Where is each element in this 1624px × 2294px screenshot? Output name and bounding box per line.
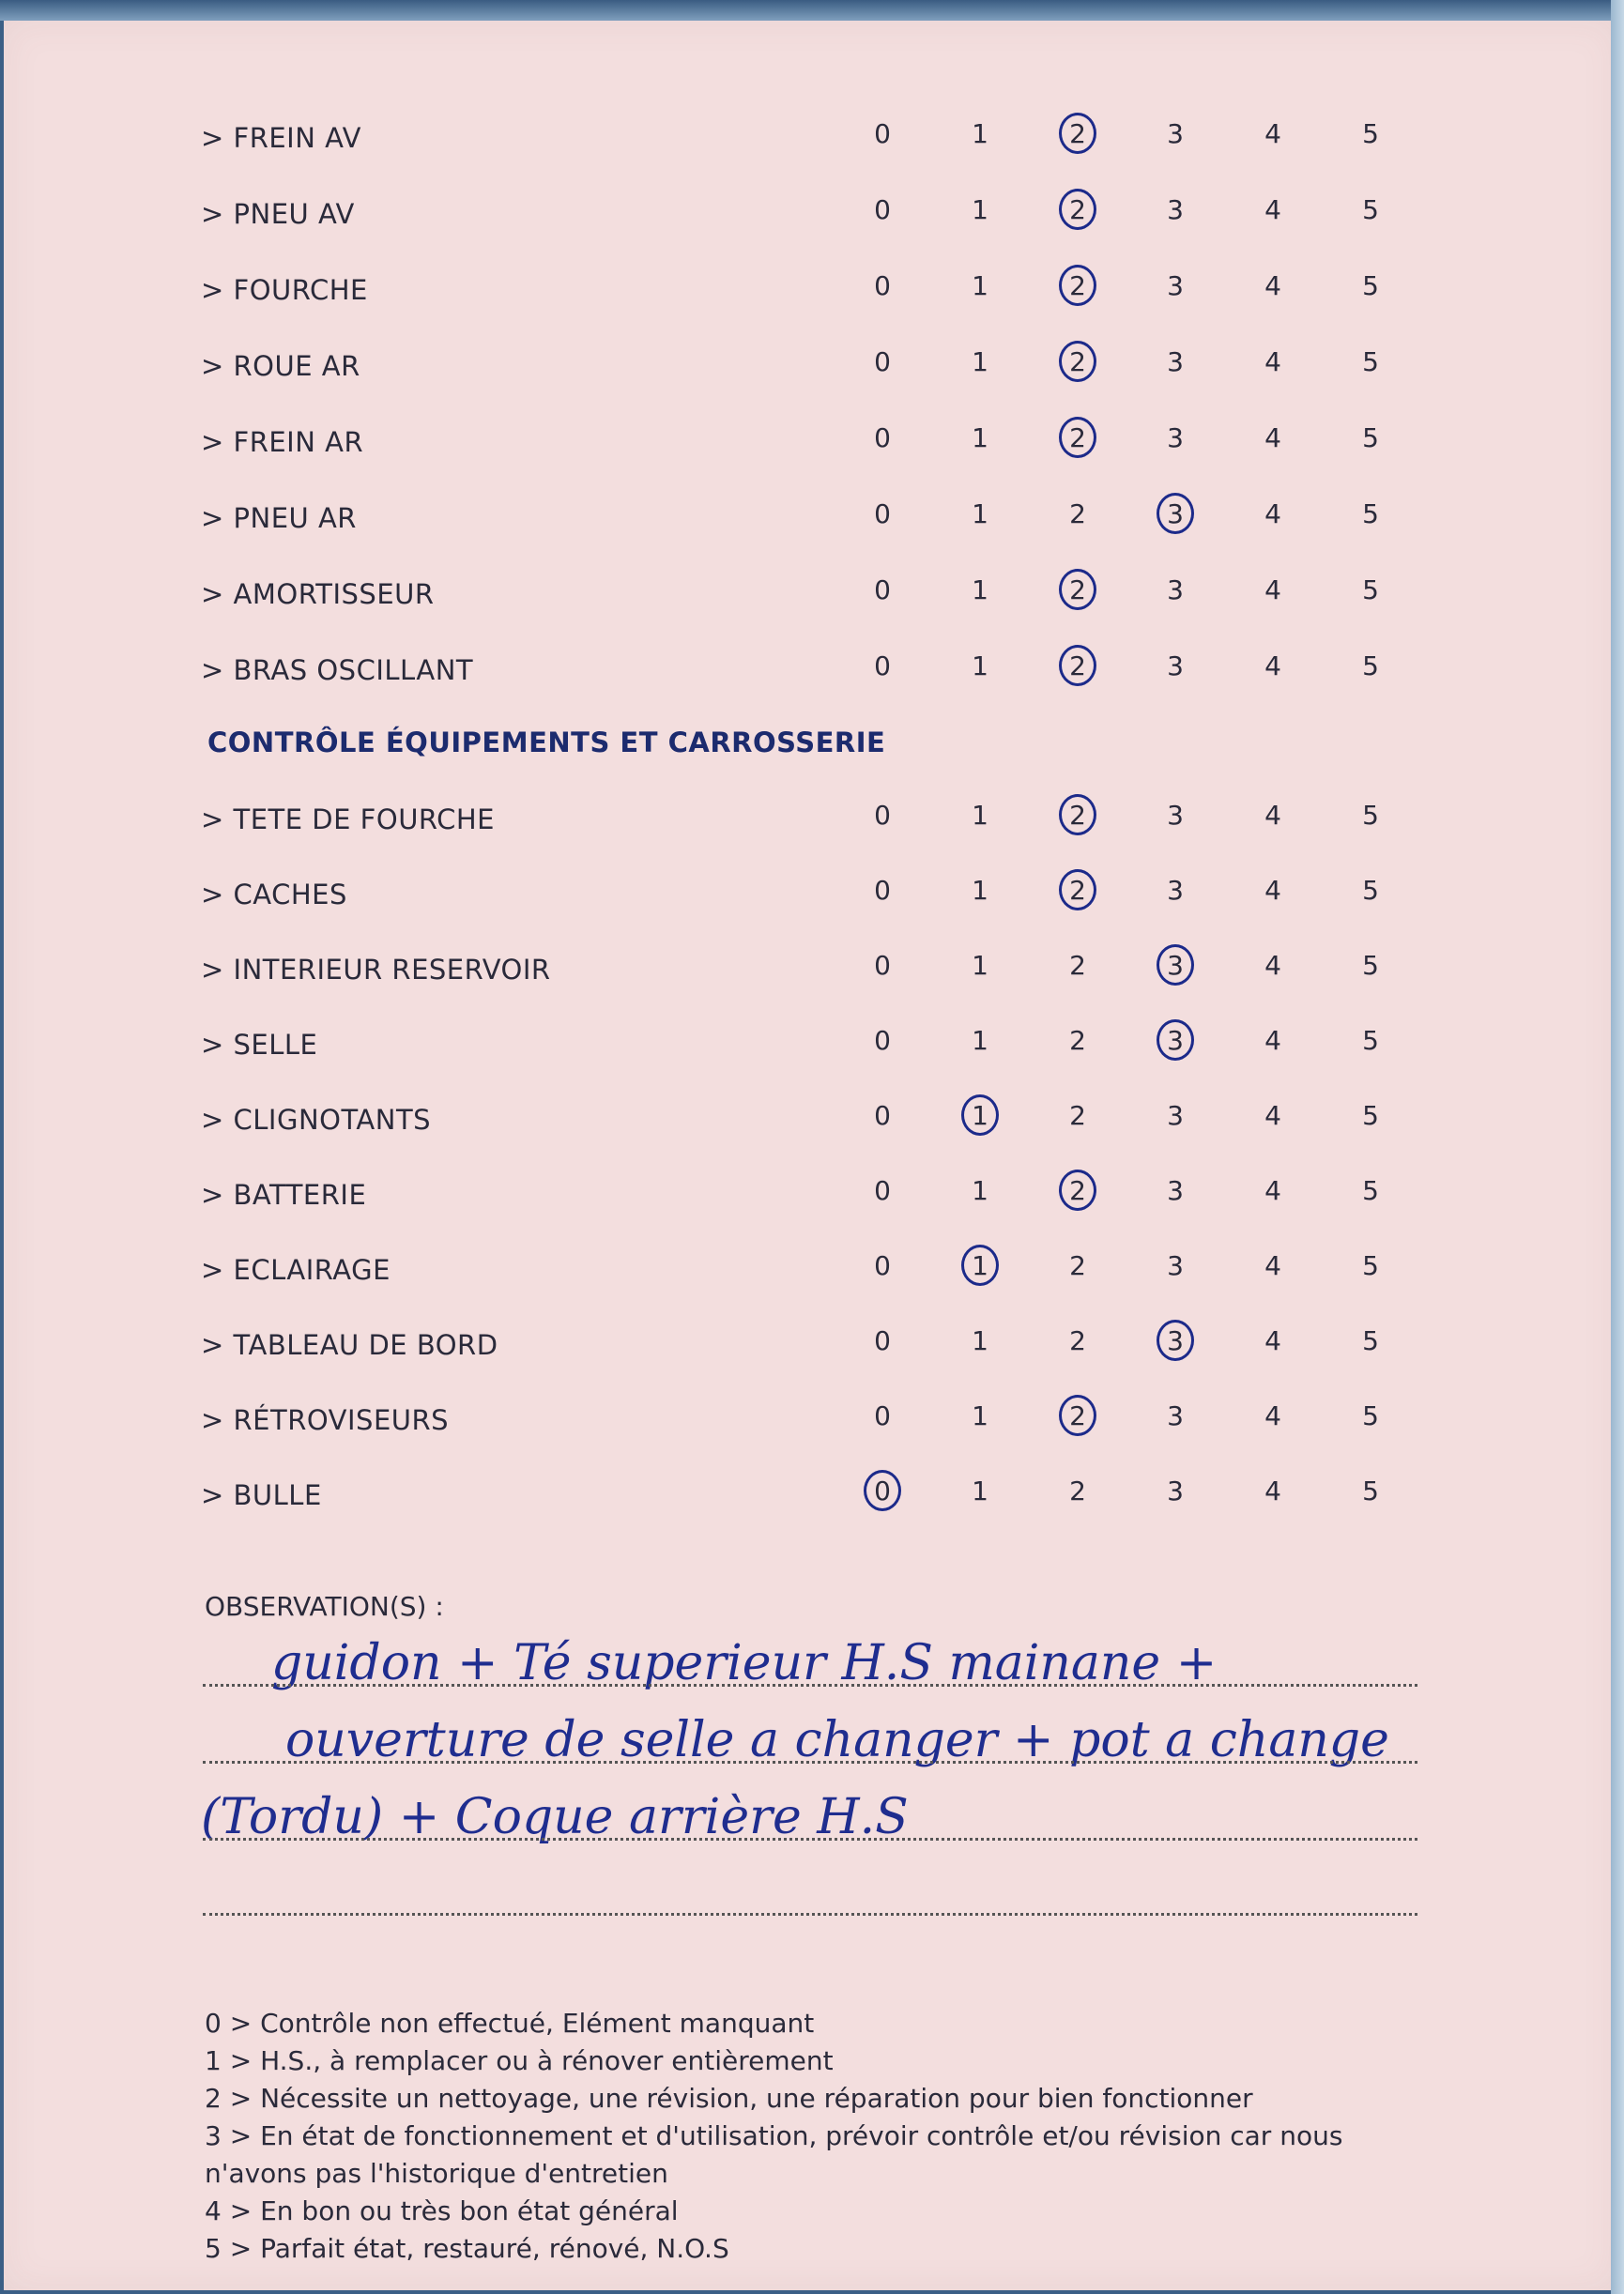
rating-value: 3 — [1167, 1400, 1184, 1431]
selected-rating-circle — [961, 1094, 999, 1136]
rating-value: 5 — [1362, 1400, 1379, 1431]
rating-value: 1 — [972, 800, 988, 831]
item-label: > RÉTROVISEURS — [201, 1404, 450, 1436]
selected-rating-circle — [864, 1470, 901, 1511]
item-label: > TABLEAU DE BORD — [201, 1329, 498, 1361]
item-label: > PNEU AR — [201, 502, 357, 534]
selected-rating-circle — [1059, 569, 1096, 610]
rating-value: 4 — [1264, 422, 1281, 453]
rating-value: 5 — [1362, 422, 1379, 453]
selected-rating-circle — [1059, 265, 1096, 306]
rating-value: 1 — [972, 1100, 988, 1131]
scan-top-edge — [0, 0, 1624, 21]
item-label: > CACHES — [201, 879, 347, 910]
rating-value: 3 — [1167, 875, 1184, 906]
rating-value: 0 — [874, 650, 891, 681]
selected-rating-circle — [1157, 1019, 1194, 1061]
legend-item: 0 > Contrôle non effectué, Elément manquant — [205, 2008, 815, 2039]
item-label: > SELLE — [201, 1029, 318, 1061]
rating-value: 2 — [1069, 1025, 1086, 1056]
rating-value: 5 — [1362, 1476, 1379, 1506]
rating-value: 5 — [1362, 194, 1379, 225]
rating-value: 1 — [972, 574, 988, 605]
selected-rating-circle — [1059, 794, 1096, 835]
rating-value: 4 — [1264, 574, 1281, 605]
rating-value: 4 — [1264, 118, 1281, 149]
rating-value: 4 — [1264, 950, 1281, 981]
rating-value: 4 — [1264, 1100, 1281, 1131]
rating-value: 5 — [1362, 346, 1379, 377]
rating-value: 3 — [1167, 800, 1184, 831]
rating-value: 4 — [1264, 650, 1281, 681]
rating-value: 5 — [1362, 800, 1379, 831]
selected-rating-circle — [1059, 341, 1096, 382]
rating-value: 4 — [1264, 1476, 1281, 1506]
rating-value: 3 — [1167, 1100, 1184, 1131]
legend-item: 1 > H.S., à remplacer ou à rénover entièrement — [205, 2045, 834, 2076]
rating-value: 5 — [1362, 1025, 1379, 1056]
rating-value: 1 — [972, 1400, 988, 1431]
rating-value: 2 — [1069, 1100, 1086, 1131]
legend-item: 2 > Nécessite un nettoyage, une révision, une réparation pour bien fonctionner — [205, 2083, 1253, 2114]
rating-value: 5 — [1362, 875, 1379, 906]
rating-value: 2 — [1069, 875, 1086, 906]
rating-value: 4 — [1264, 1250, 1281, 1281]
rating-value: 4 — [1264, 1400, 1281, 1431]
rating-value: 2 — [1069, 1325, 1086, 1356]
rating-value: 0 — [874, 194, 891, 225]
legend-item: 5 > Parfait état, restauré, rénové, N.O.S — [205, 2233, 729, 2264]
rating-value: 3 — [1167, 574, 1184, 605]
rating-value: 3 — [1167, 422, 1184, 453]
rating-value: 1 — [972, 194, 988, 225]
item-label: > BRAS OSCILLANT — [201, 654, 474, 686]
item-label: > PNEU AV — [201, 198, 355, 230]
rating-value: 2 — [1069, 194, 1086, 225]
selected-rating-circle — [1059, 645, 1096, 686]
rating-value: 5 — [1362, 270, 1379, 301]
rating-value: 1 — [972, 1325, 988, 1356]
rating-value: 2 — [1069, 270, 1086, 301]
rating-value: 1 — [972, 422, 988, 453]
rating-value: 0 — [874, 1325, 891, 1356]
legend-item: 3 > En état de fonctionnement et d'utilisation, prévoir contrôle et/ou révision car nous — [205, 2120, 1343, 2151]
item-label: > INTERIEUR RESERVOIR — [201, 954, 551, 986]
rating-value: 3 — [1167, 1325, 1184, 1356]
rating-value: 0 — [874, 574, 891, 605]
selected-rating-circle — [1059, 189, 1096, 230]
rating-value: 2 — [1069, 800, 1086, 831]
rating-value: 1 — [972, 875, 988, 906]
selected-rating-circle — [1059, 113, 1096, 154]
form-sheet — [4, 21, 1616, 2290]
rating-value: 1 — [972, 346, 988, 377]
item-label: > FREIN AV — [201, 122, 361, 154]
rating-value: 5 — [1362, 650, 1379, 681]
rating-value: 0 — [874, 1100, 891, 1131]
rating-value: 2 — [1069, 574, 1086, 605]
rating-value: 2 — [1069, 498, 1086, 529]
rating-value: 5 — [1362, 1250, 1379, 1281]
rating-value: 2 — [1069, 650, 1086, 681]
rating-value: 5 — [1362, 1175, 1379, 1206]
item-label: > ECLAIRAGE — [201, 1254, 391, 1286]
rating-value: 4 — [1264, 270, 1281, 301]
observations-title: OBSERVATION(S) : — [205, 1591, 444, 1622]
rating-value: 3 — [1167, 1175, 1184, 1206]
rating-value: 0 — [874, 1476, 891, 1506]
rating-value: 1 — [972, 650, 988, 681]
selected-rating-circle — [1059, 1395, 1096, 1436]
rating-value: 1 — [972, 270, 988, 301]
item-label: > TETE DE FOURCHE — [201, 803, 495, 835]
rating-value: 5 — [1362, 498, 1379, 529]
item-label: > FREIN AR — [201, 426, 364, 458]
legend-item: 4 > En bon ou très bon état général — [205, 2195, 679, 2226]
rating-value: 3 — [1167, 1025, 1184, 1056]
rating-value: 3 — [1167, 118, 1184, 149]
selected-rating-circle — [1157, 944, 1194, 986]
rating-value: 3 — [1167, 650, 1184, 681]
rating-value: 0 — [874, 346, 891, 377]
dotted-line — [203, 1913, 1417, 1916]
rating-value: 1 — [972, 1476, 988, 1506]
observation-line-2: ouverture de selle a changer + pot a change — [285, 1712, 1389, 1768]
rating-value: 0 — [874, 118, 891, 149]
rating-value: 1 — [972, 498, 988, 529]
rating-value: 3 — [1167, 1250, 1184, 1281]
rating-value: 1 — [972, 1175, 988, 1206]
rating-value: 4 — [1264, 346, 1281, 377]
selected-rating-circle — [1157, 493, 1194, 534]
rating-value: 2 — [1069, 1400, 1086, 1431]
rating-value: 4 — [1264, 1175, 1281, 1206]
rating-value: 0 — [874, 270, 891, 301]
dotted-line — [203, 1684, 1417, 1687]
rating-value: 1 — [972, 118, 988, 149]
section-title: CONTRÔLE ÉQUIPEMENTS ET CARROSSERIE — [207, 726, 886, 758]
observation-line-1: guidon + Té superieur H.S mainane + — [271, 1635, 1218, 1691]
item-label: > BATTERIE — [201, 1179, 367, 1211]
rating-value: 4 — [1264, 1025, 1281, 1056]
selected-rating-circle — [1059, 869, 1096, 910]
selected-rating-circle — [1157, 1320, 1194, 1361]
rating-value: 1 — [972, 1250, 988, 1281]
rating-value: 0 — [874, 950, 891, 981]
rating-value: 2 — [1069, 118, 1086, 149]
rating-value: 5 — [1362, 950, 1379, 981]
item-label: > ROUE AR — [201, 350, 360, 382]
rating-value: 3 — [1167, 950, 1184, 981]
dotted-line — [203, 1838, 1417, 1841]
rating-value: 0 — [874, 875, 891, 906]
rating-value: 0 — [874, 800, 891, 831]
rating-value: 4 — [1264, 194, 1281, 225]
rating-value: 2 — [1069, 1250, 1086, 1281]
rating-value: 5 — [1362, 1325, 1379, 1356]
rating-value: 0 — [874, 422, 891, 453]
rating-value: 2 — [1069, 422, 1086, 453]
observation-line-3: (Tordu) + Coque arrière H.S — [201, 1789, 909, 1845]
item-label: > AMORTISSEUR — [201, 578, 435, 610]
rating-value: 1 — [972, 950, 988, 981]
selected-rating-circle — [1059, 417, 1096, 458]
rating-value: 3 — [1167, 270, 1184, 301]
dotted-line — [203, 1761, 1417, 1764]
rating-value: 2 — [1069, 1175, 1086, 1206]
rating-value: 2 — [1069, 346, 1086, 377]
rating-value: 5 — [1362, 118, 1379, 149]
rating-value: 3 — [1167, 346, 1184, 377]
rating-value: 4 — [1264, 498, 1281, 529]
rating-value: 0 — [874, 1025, 891, 1056]
rating-value: 0 — [874, 1175, 891, 1206]
rating-value: 4 — [1264, 800, 1281, 831]
item-label: > BULLE — [201, 1479, 322, 1511]
rating-value: 3 — [1167, 1476, 1184, 1506]
legend-item: n'avons pas l'historique d'entretien — [205, 2158, 668, 2189]
rating-value: 3 — [1167, 498, 1184, 529]
rating-value: 0 — [874, 1250, 891, 1281]
scan-right-edge — [1611, 0, 1624, 2294]
rating-value: 5 — [1362, 1100, 1379, 1131]
rating-value: 2 — [1069, 950, 1086, 981]
item-label: > FOURCHE — [201, 274, 368, 306]
rating-value: 0 — [874, 1400, 891, 1431]
selected-rating-circle — [961, 1245, 999, 1286]
selected-rating-circle — [1059, 1170, 1096, 1211]
rating-value: 4 — [1264, 1325, 1281, 1356]
rating-value: 1 — [972, 1025, 988, 1056]
rating-value: 4 — [1264, 875, 1281, 906]
item-label: > CLIGNOTANTS — [201, 1104, 432, 1136]
rating-value: 0 — [874, 498, 891, 529]
rating-value: 5 — [1362, 574, 1379, 605]
rating-value: 3 — [1167, 194, 1184, 225]
rating-value: 2 — [1069, 1476, 1086, 1506]
